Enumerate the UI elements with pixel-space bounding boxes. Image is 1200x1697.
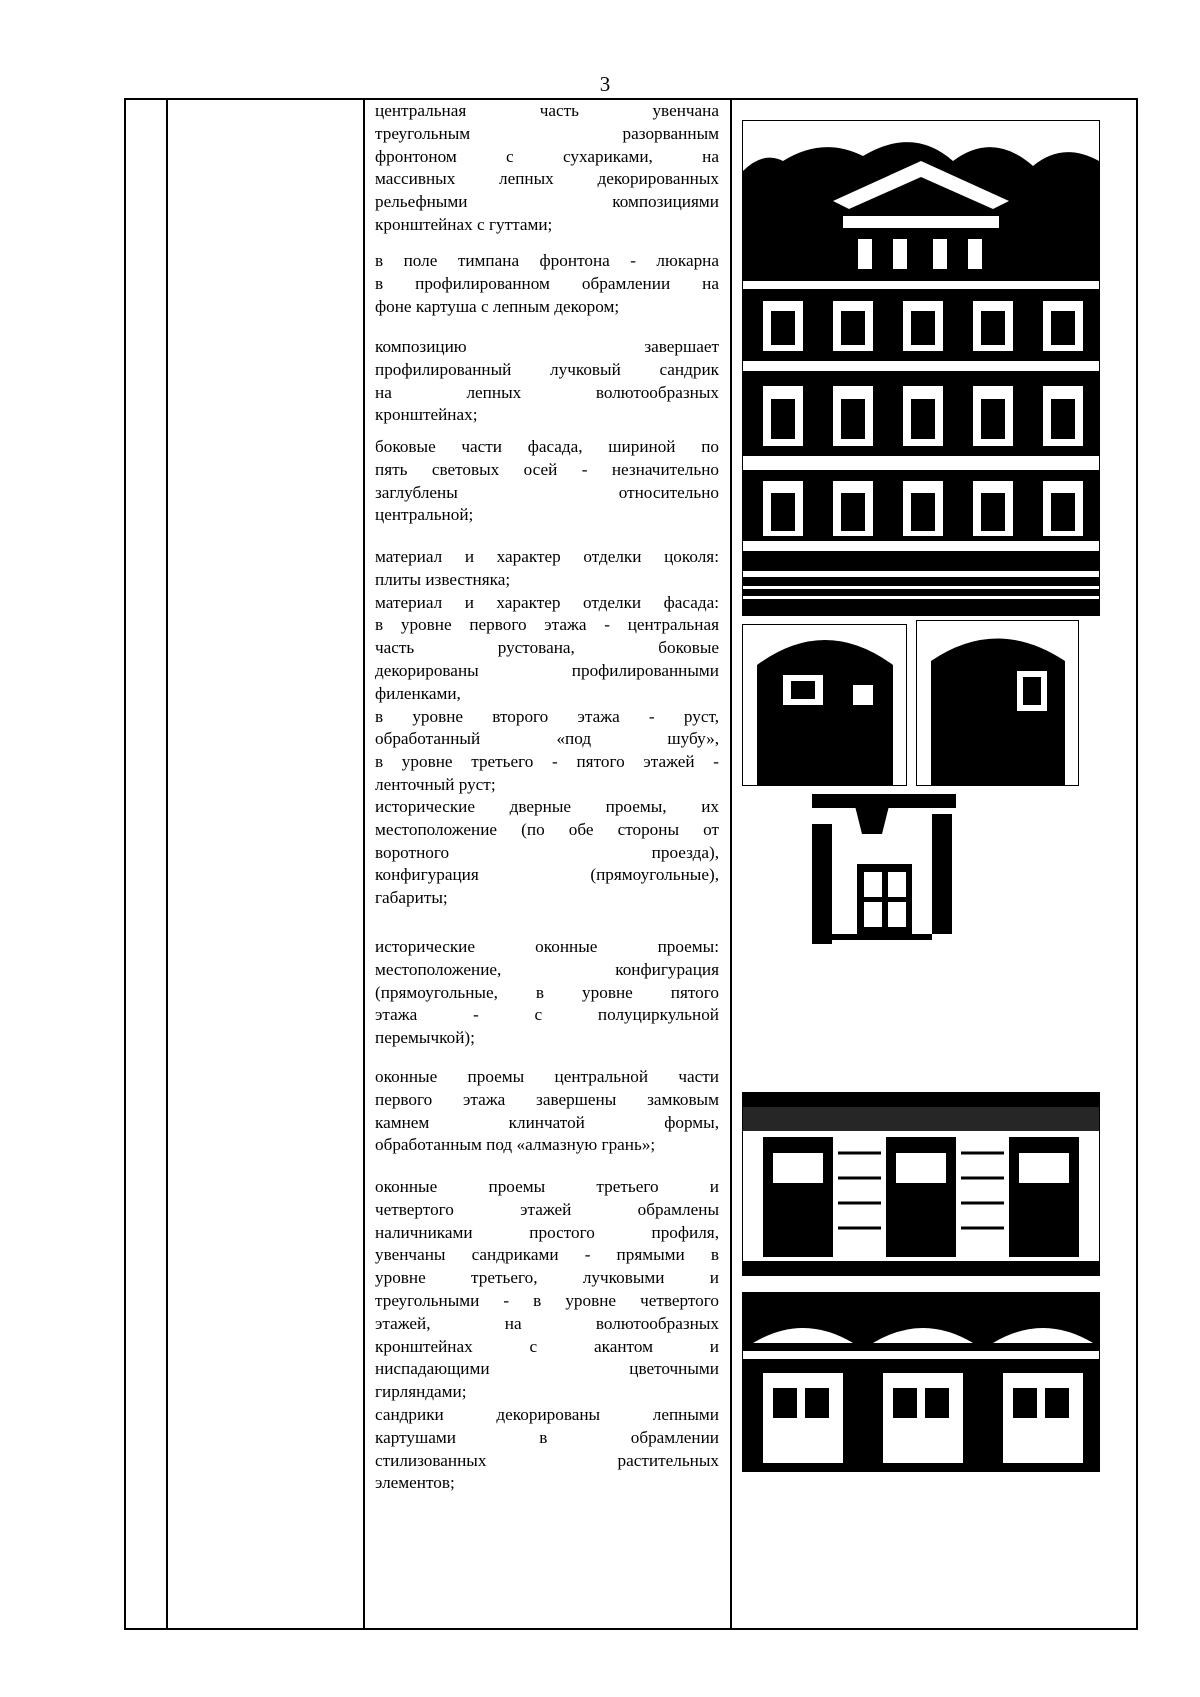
description-paragraph [375, 100, 719, 237]
text-line: плиты известняка; [375, 569, 511, 589]
description-table [124, 98, 1138, 1630]
text-line: воротного проезда), [375, 842, 719, 862]
arched-entrance-left-photo [742, 624, 907, 786]
text-line: этажей, на волютообразных [375, 1313, 719, 1333]
text-line: конфигурация (прямоугольные), [375, 865, 719, 885]
text-line: гирляндами; [375, 1382, 467, 1402]
door-opening-photo [812, 794, 956, 954]
description-paragraph [375, 936, 719, 1050]
text-line: центральной; [375, 505, 474, 525]
text-line: в профилированном обрамлении на [375, 273, 719, 293]
text-line: кронштейнах с гуттами; [375, 214, 553, 234]
text-line: в уровне второго этажа - руст, [375, 706, 719, 726]
text-line: рельефными композициями [375, 192, 719, 212]
window-sandriks-photo [742, 1292, 1100, 1472]
text-line: оконные проемы третьего и [375, 1177, 719, 1196]
description-paragraph [375, 336, 719, 427]
description-text-cell [364, 99, 731, 1629]
text-line: в уровне первого этажа - центральная [375, 615, 719, 635]
text-line: уровне третьего, лучковыми и [375, 1268, 719, 1288]
description-paragraph [375, 250, 719, 318]
text-line: фронтоном с сухариками, на [375, 146, 719, 166]
text-line: филенками, [375, 683, 461, 703]
text-line: исторические оконные проемы: [375, 937, 719, 956]
facade-central-part-photo [742, 120, 1100, 616]
text-line: сандрики декорированы лепными [375, 1404, 719, 1424]
text-line: профилированный лучковый сандрик [375, 359, 719, 379]
text-line: материал и характер отделки цоколя: [375, 547, 719, 566]
text-line: местоположение, конфигурация [375, 959, 719, 979]
text-line: кронштейнах с акантом и [375, 1336, 719, 1356]
text-line: стилизованных растительных [375, 1450, 719, 1470]
text-line: габариты; [375, 888, 448, 908]
text-line: ниспадающими цветочными [375, 1359, 719, 1379]
text-line: перемычкой); [375, 1028, 475, 1048]
text-line: первого этажа завершены замковым [375, 1089, 719, 1109]
text-line: материал и характер отделки фасада: [375, 592, 719, 612]
page-number: 3 [599, 72, 611, 96]
text-line: массивных лепных декорированных [375, 169, 719, 189]
description-paragraph [375, 436, 719, 527]
text-line: увенчаны сандриками - прямыми в [375, 1245, 719, 1265]
text-line: (прямоугольные, в уровне пятого [375, 982, 719, 1002]
text-line: треугольными - в уровне четвертого [375, 1290, 719, 1310]
text-line: пять световых осей - незначительно [375, 459, 719, 479]
description-paragraph [375, 1176, 719, 1495]
text-line: четвертого этажей обрамлены [375, 1199, 719, 1219]
text-line: заглублены относительно [375, 482, 719, 502]
arched-entrance-right-photo [916, 620, 1079, 786]
text-line: декорированы профилированными [375, 660, 719, 680]
text-line: боковые части фасада, шириной по [375, 437, 719, 456]
text-line: элементов; [375, 1473, 455, 1493]
description-paragraph [375, 796, 719, 910]
text-line: обработанный «под шубу», [375, 729, 719, 749]
text-line: картушами в обрамлении [375, 1427, 719, 1447]
text-line: в поле тимпана фронтона - люкарна [375, 251, 719, 270]
first-floor-windows-photo [742, 1092, 1100, 1276]
photo-column-cell [731, 99, 1137, 1629]
text-line: фоне картуша с лепным декором; [375, 296, 620, 316]
description-paragraph [375, 1066, 719, 1157]
text-line: кронштейнах; [375, 405, 478, 425]
text-line: исторические дверные проемы, их [375, 797, 719, 816]
text-line: на лепных волютообразных [375, 382, 719, 402]
text-line: наличниками простого профиля, [375, 1222, 719, 1242]
name-column-cell [167, 99, 364, 1629]
text-line: в уровне третьего - пятого этажей - [375, 752, 719, 772]
text-line: камнем клинчатой формы, [375, 1112, 719, 1132]
text-line: треугольным разорванным [375, 123, 719, 143]
number-column-cell [125, 99, 167, 1629]
text-line: местоположение (по обе стороны от [375, 819, 719, 839]
text-line: центральная часть увенчана [375, 101, 719, 120]
text-line: часть рустована, боковые [375, 638, 719, 658]
text-line: композицию завершает [375, 337, 719, 356]
text-line: обработанным под «алмазную грань»; [375, 1135, 656, 1155]
text-line: этажа - с полуциркульной [375, 1005, 719, 1025]
text-line: оконные проемы центральной части [375, 1067, 719, 1086]
description-paragraph [375, 546, 719, 797]
text-line: ленточный руст; [375, 774, 496, 794]
